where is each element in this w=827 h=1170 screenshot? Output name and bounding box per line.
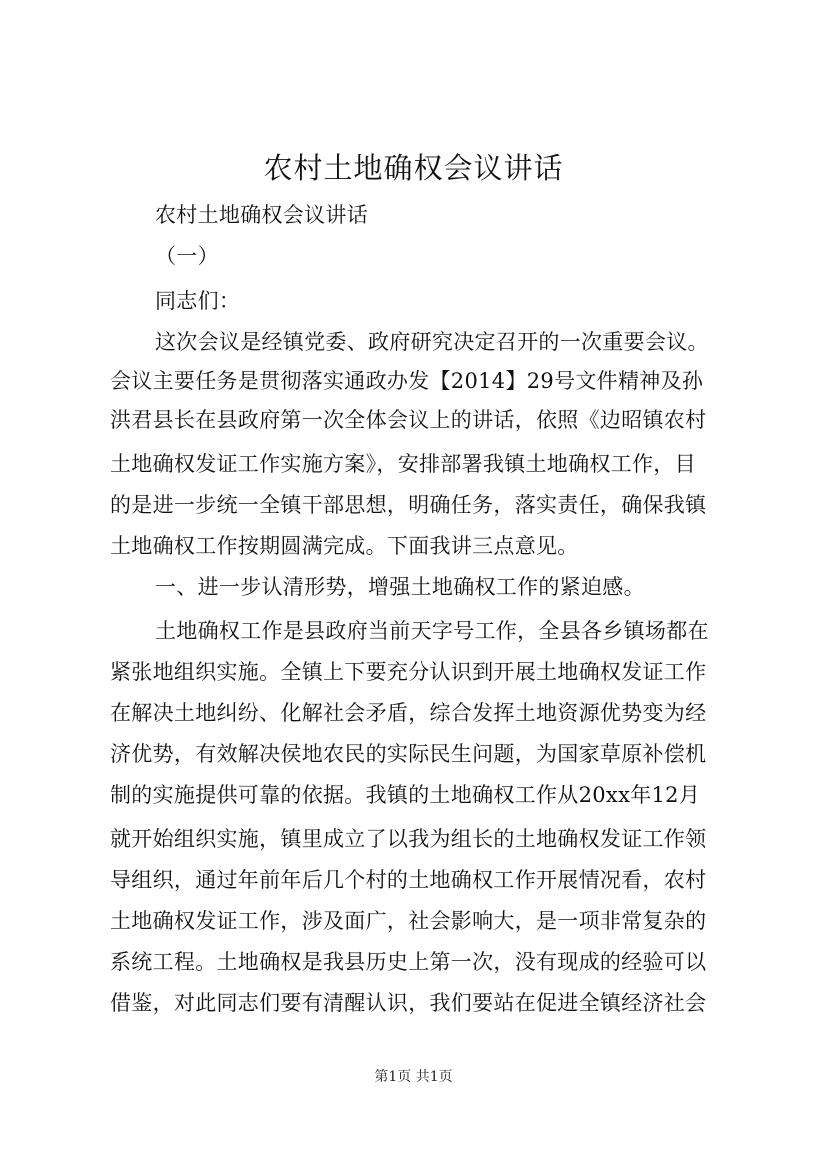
paragraph-line: 紧张地组织实施。全镇上下要充分认识到开展土地确权发证工作: [110, 660, 707, 684]
page-title: 农村土地确权会议讲话: [263, 151, 564, 185]
page-footer: 第1页 共1页: [374, 1069, 453, 1085]
paragraph-line: 的是进一步统一全镇干部思想，明确任务，落实责任，确保我镇: [110, 493, 707, 517]
paragraph-line: 就开始组织实施，镇里成立了以我为组长的土地确权发证工作领: [110, 827, 707, 851]
paragraph-line: 洪君县长在县政府第一次全体会议上的讲话，依照《边昭镇农村: [110, 408, 707, 432]
paragraph-line: 制的实施提供可靠的依据。我镇的土地确权工作从20xx年12月: [110, 783, 701, 807]
paragraph-line: 济优势，有效解决侯地农民的实际民生问题，为国家草原补偿机: [110, 742, 707, 766]
paragraph-line: 这次会议是经镇党委、政府研究决定召开的一次重要会议。: [155, 330, 709, 354]
paragraph-line: 借鉴，对此同志们要有清醒认识，我们要站在促进全镇经济社会: [110, 991, 707, 1015]
greeting-line: 同志们：: [155, 289, 241, 313]
paragraph-line: 土地确权发证工作，涉及面广，社会影响大，是一项非常复杂的: [110, 909, 707, 933]
paragraph-line: 导组织，通过年前年后几个村的土地确权工作开展情况看，农村: [110, 868, 707, 892]
section-heading-line: 一、进一步认清形势，增强土地确权工作的紧迫感。: [155, 575, 645, 599]
subtitle-line: 农村土地确权会议讲话: [155, 203, 368, 227]
paragraph-line: 土地确权工作按期圆满完成。下面我讲三点意见。: [110, 534, 579, 558]
section-number-line: （一）: [155, 244, 219, 268]
paragraph-line: 会议主要任务是贯彻落实通政办发【2014】29号文件精神及孙: [110, 369, 704, 393]
paragraph-line: 土地确权发证工作实施方案》，安排部署我镇土地确权工作，目: [110, 452, 696, 476]
paragraph-line: 系统工程。土地确权是我县历史上第一次，没有现成的经验可以: [110, 950, 707, 974]
paragraph-line: 在解决土地纠纷、化解社会矛盾，综合发挥土地资源优势变为经: [110, 701, 707, 725]
paragraph-line: 土地确权工作是县政府当前天字号工作，全县各乡镇场都在: [155, 619, 709, 643]
